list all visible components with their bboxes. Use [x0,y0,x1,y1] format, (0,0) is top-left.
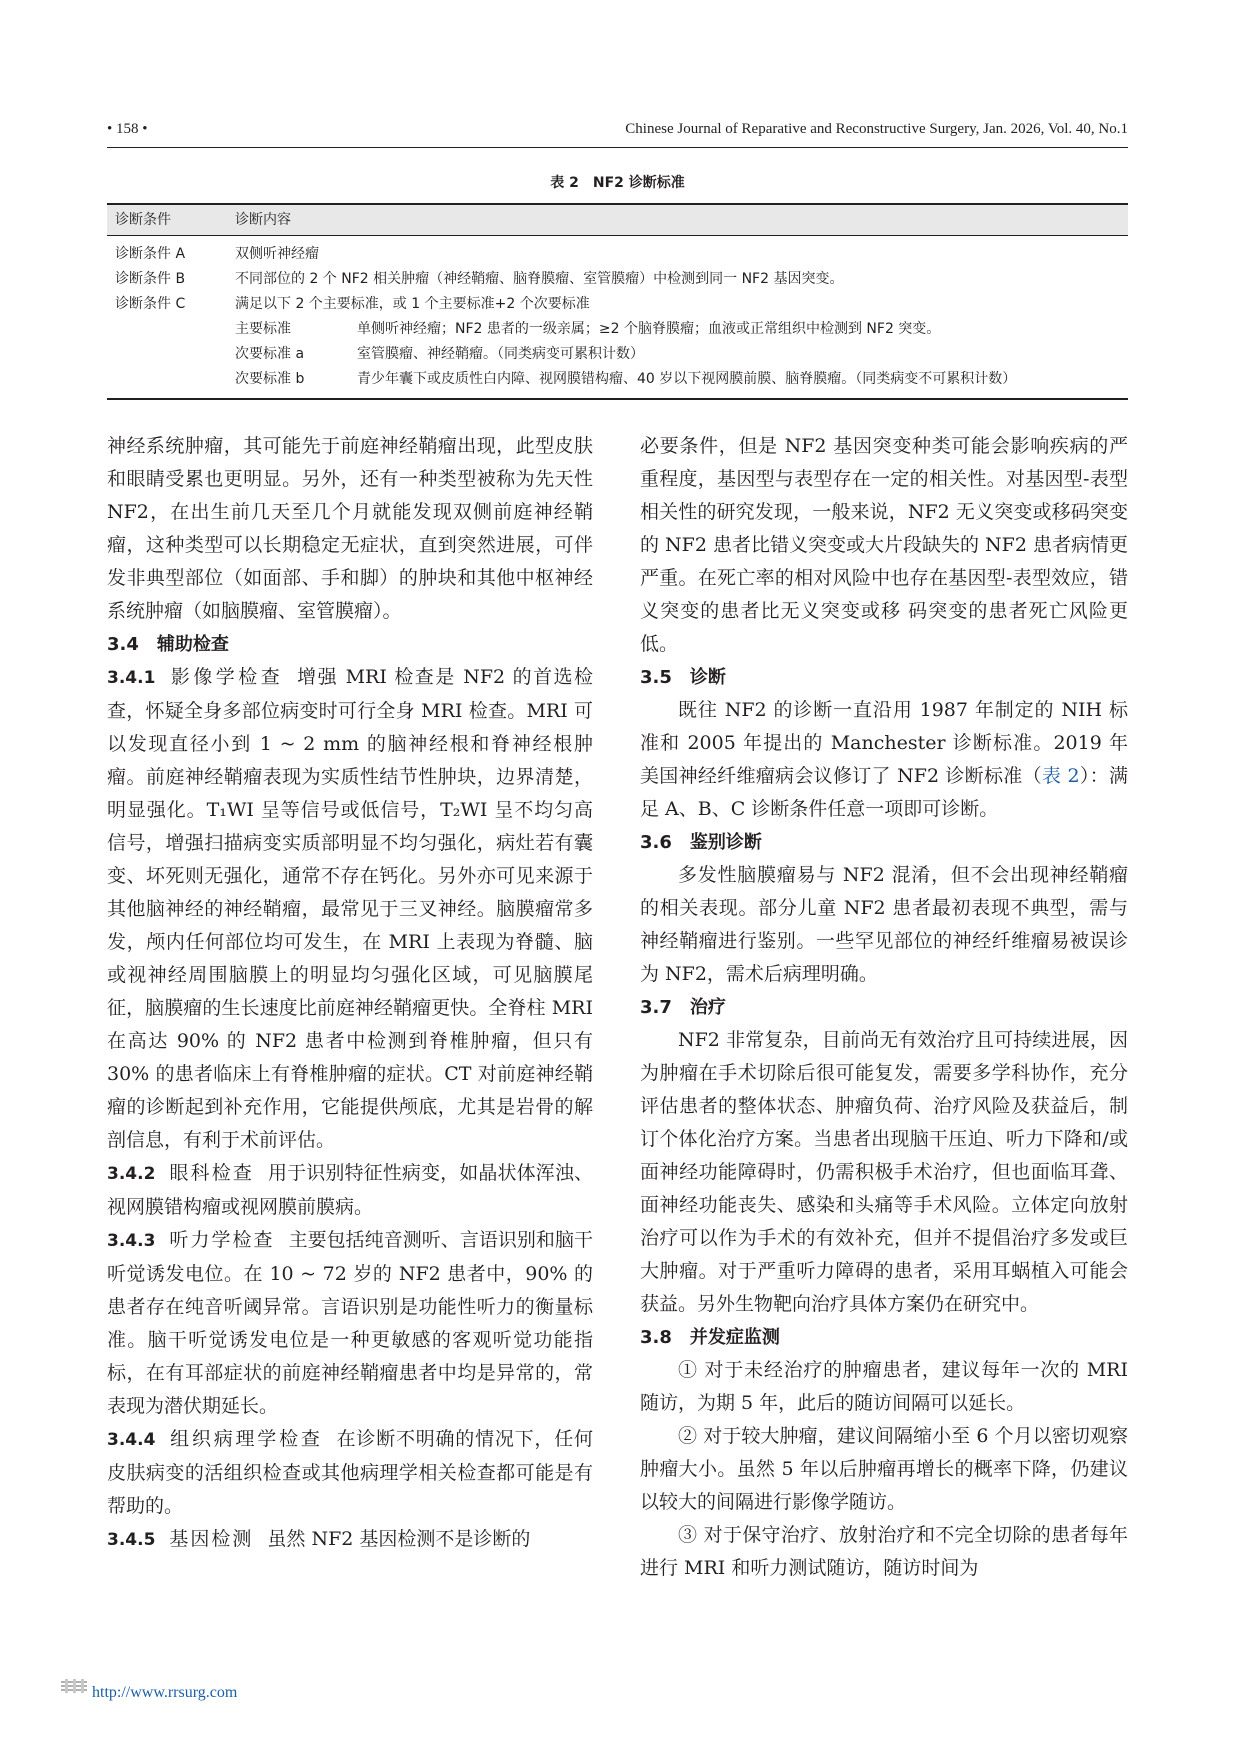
paragraph: ③ 对于保守治疗、放射治疗和不完全切除的患者每年进行 MRI 和听力测试随访，随访时间为 [640,1524,1128,1579]
table-row [107,367,1128,392]
paragraph: 神经系统肿瘤，其可能先于前庭神经鞘瘤出现，此型皮肤和眼睛受累也更明显。另外，还有一种类型被称为先天性 NF2，在出生前几天至几个月就能发现双侧前庭神经鞘瘤，这种类型可以长期稳定无症状，直到突然进展，可伴发非典型部位（如面部、手和脚）的肿块和其他中枢神经系统肿瘤（如脑膜瘤、室管膜瘤）。 [107,435,593,622]
subsection-label: 眼科检查 [169,1162,255,1184]
section-heading: 3.7 治疗 [640,997,726,1018]
section-heading: 3.8 并发症监测 [640,1327,780,1348]
subsection-3-4-5 [107,1523,593,1557]
table-header-content: 诊断内容 [235,212,291,228]
subsection-label: 基因检测 [169,1528,254,1550]
paragraph: 虽然 NF2 基因检测不是诊断的 [267,1528,531,1550]
table-cell: 次要标准 b [235,371,305,387]
paragraph: 增强 MRI 检查是 NF2 的首选检查，怀疑全身多部位病变时可行全身 MRI 检查。MRI 可以发现直径小到 1 ~ 2 mm 的脑神经根和脊神经根肿瘤。前庭神经鞘瘤表现为实质性结节性肿块，边界清楚，明显强化。T₁WI 呈等信号或低信号，T₂WI 呈不均匀高信号，增强扫描病变实质部明显不均匀强化，病灶若有囊变、坏死则无强化，通常不存在钙化。另外亦可见来源于其他脑神经的神经鞘瘤，最常见于三叉神经。脑膜瘤常多发，颅内任何部位均可发生，在 MRI 上表现为脊髓、脑或视神经周围脑膜上的明显均匀强化区域，可见脑膜尾征，脑膜瘤的生长速度比前庭神经鞘瘤更快。全脊柱 MRI 在高达 90% 的 NF2 患者中检测到脊椎肿瘤，但只有 30% 的患者临床上有脊椎肿瘤的症状。CT 对前庭神经鞘瘤的诊断起到补充作用，它能提供颅底，尤其是岩骨的解剖信息，有利于术前评估。 [107,666,593,1151]
journal-header: Chinese Journal of Reparative and Reconstructive Surgery, Jan. 2026, Vol. 40, No.1 [625,121,1128,137]
journal-url-link[interactable]: http://www.rrsurg.com [92,1684,238,1701]
paragraph-text: ）：满足 A、B、C 诊断条件任意一项即可诊断。 [640,765,1128,820]
paragraph [640,694,1128,826]
subsection-number: 3.4.3 [107,1231,156,1251]
subsection-number: 3.4.4 [107,1430,156,1450]
section-heading: 3.4 辅助检查 [107,634,229,655]
subsection-3-4-2 [107,1157,593,1224]
paragraph: ① 对于未经治疗的肿瘤患者，建议每年一次的 MRI 随访，为期 5 年，此后的随访间隔可以延长。 [640,1359,1128,1414]
table-cell: 诊断条件 C [115,296,186,312]
paragraph: NF2 非常复杂，目前尚无有效治疗且可持续进展，因为肿瘤在手术切除后很可能复发，需要多学科协作，充分评估患者的整体状态、肿瘤负荷、治疗风险及获益后，制订个体化治疗方案。当患者出现脑干压迫、听力下降和/或面神经功能障碍时，仍需积极手术治疗，但也面临耳聋、面神经功能丧失、感染和头痛等手术风险。立体定向放射治疗可以作为手术的有效补充，但并不提倡治疗多发或巨大肿瘤。对于严重听力障碍的患者，采用耳蜗植入可能会获益。另外生物靶向治疗具体方案仍在研究中。 [640,1029,1128,1315]
header-rule [107,147,1128,148]
table-cell: 诊断条件 A [115,246,186,262]
table-caption: 表 2 NF2 诊断标准 [550,175,685,191]
table-cell: 满足以下 2 个主要标准，或 1 个主要标准+2 个次要标准 [235,296,590,312]
subsection-number: 3.4.2 [107,1164,156,1184]
left-column [107,430,593,1557]
paragraph: 用于识别特征性病变，如晶状体浑浊、视网膜错构瘤或视网膜前膜病。 [107,1162,593,1218]
table-cell: 青少年囊下或皮质性白内障、视网膜错构瘤、40 岁以下视网膜前膜、脑脊膜瘤。（同类病变不可累积计数） [357,371,1017,387]
paragraph: 多发性脑膜瘤易与 NF2 混淆，但不会出现神经鞘瘤的相关表现。部分儿童 NF2 患者最初表现不典型，需与神经鞘瘤进行鉴别。一些罕见部位的神经纤维瘤易被误诊为 NF2，需术后病理明确。 [640,864,1128,985]
right-column [640,430,1128,1585]
subsection-label: 影像学检查 [169,666,284,688]
journal-logo-icon [60,1678,88,1694]
paragraph: 必要条件，但是 NF2 基因突变种类可能会影响疾病的严重程度，基因型与表型存在一定的相关性。对基因型-表型相关性的研究发现，一般来说，NF2 无义突变或移码突变的 NF2 患者比错义突变或大片段缺失的 NF2 患者病情更严重。在死亡率的相对风险中也存在基因型-表型效应，错义突变的患者比无义突变或移 码突变的患者死亡风险更低。 [640,435,1128,655]
table-row [107,342,1128,367]
subsection-label: 听力学检查 [169,1229,275,1251]
table-row [107,242,1128,267]
table-cell: 主要标准 [235,321,291,337]
subsection-3-4-4 [107,1423,593,1523]
table-cell: 室管膜瘤、神经鞘瘤。（同类病变可累积计数） [357,346,644,362]
subsection-number: 3.4.1 [107,668,156,688]
table-cell: 次要标准 a [235,346,305,362]
table-row [107,267,1128,292]
subsection-label: 组织病理学检查 [169,1428,323,1450]
table-cell: 双侧听神经瘤 [235,246,319,262]
table-cell: 单侧听神经瘤；NF2 患者的一级亲属；≥2 个脑脊膜瘤；血液或正常组织中检测到 NF2 突变。 [357,321,941,337]
table-row [107,317,1128,342]
table-header [107,205,1128,236]
criteria-table [107,203,1128,400]
table-2-link[interactable]: 表 2 [1041,765,1080,787]
page-number: • 158 • [107,121,148,137]
table-row [107,292,1128,317]
table-header-condition: 诊断条件 [115,212,171,228]
paragraph: ② 对于较大肿瘤，建议间隔缩小至 6 个月以密切观察肿瘤大小。虽然 5 年以后肿瘤再增长的概率下降，仍建议以较大的间隔进行影像学随访。 [640,1425,1128,1513]
table-cell: 诊断条件 B [115,271,186,287]
paragraph: 主要包括纯音测听、言语识别和脑干听觉诱发电位。在 10 ~ 72 岁的 NF2 患者中，90% 的患者存在纯音听阈异常。言语识别是功能性听力的衡量标准。脑干听觉诱发电位是一种更敏感的客观听觉功能指标，在有耳部症状的前庭神经鞘瘤患者中均是异常的，常表现为潜伏期延长。 [107,1229,593,1417]
table-cell: 不同部位的 2 个 NF2 相关肿瘤（神经鞘瘤、脑脊膜瘤、室管膜瘤）中检测到同一 NF2 基因突变。 [235,271,844,287]
subsection-3-4-3 [107,1224,593,1423]
paragraph-text: 既往 NF2 的诊断一直沿用 1987 年制定的 NIH 标准和 2005 年提出的 Manchester 诊断标准。2019 年美国神经纤维瘤病会议修订了 NF2 诊断标准（ [640,699,1128,787]
subsection-number: 3.4.5 [107,1530,156,1550]
section-heading: 3.5 诊断 [640,667,726,688]
subsection-3-4-1 [107,661,593,1157]
section-heading: 3.6 鉴别诊断 [640,832,762,853]
paragraph: 在诊断不明确的情况下，任何皮肤病变的活组织检查或其他病理学相关检查都可能是有帮助的。 [107,1428,593,1517]
